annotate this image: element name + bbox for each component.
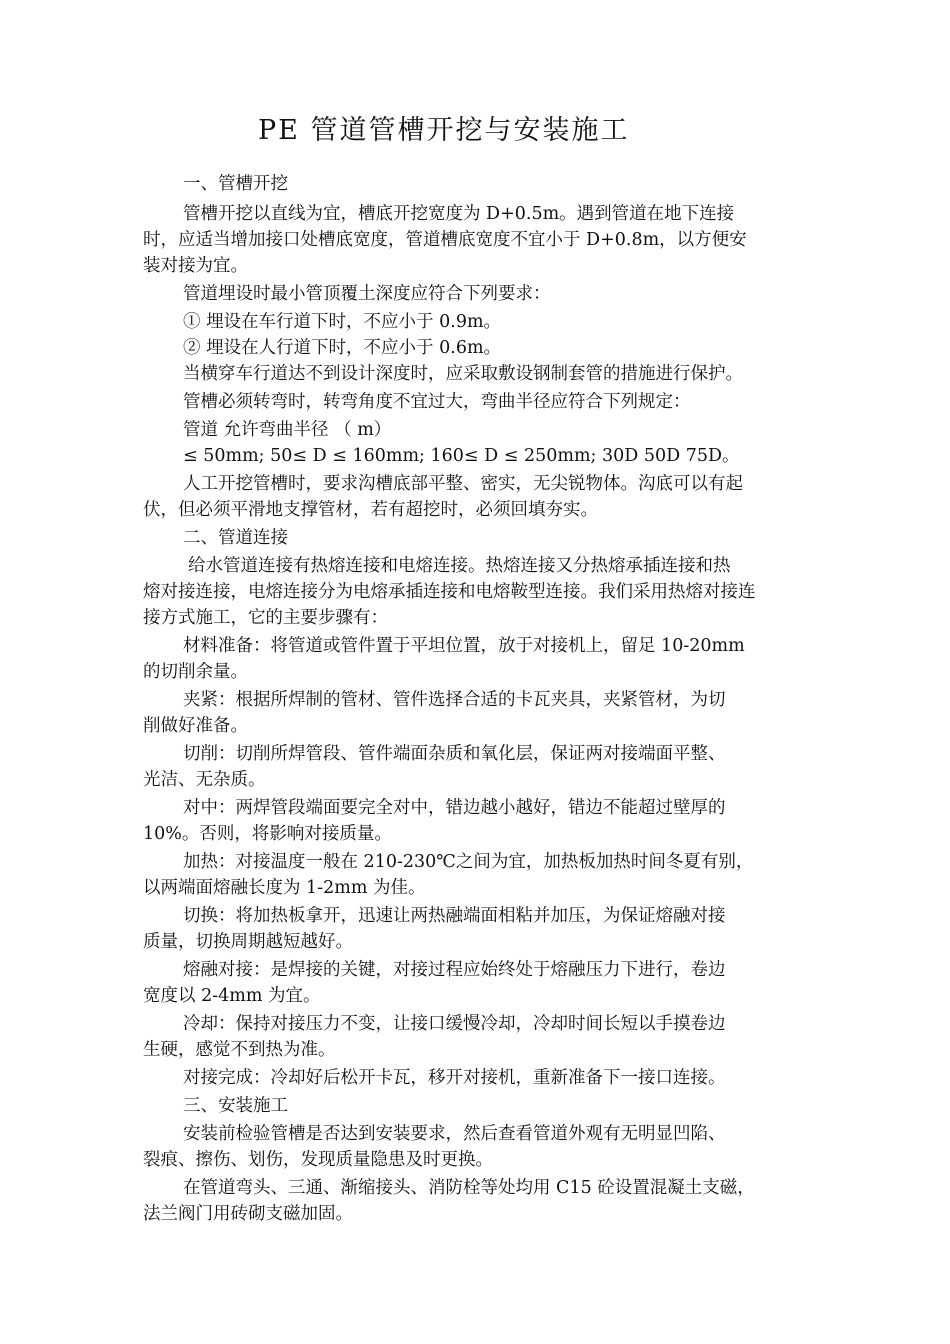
text-line: 管槽必须转弯时，转弯角度不宜过大，弯曲半径应符合下列规定： (183, 392, 691, 412)
text-line: ② 埋设在人行道下时，不应小于 0.6m。 (183, 338, 502, 358)
document-title: PE 管道管槽开挖与安装施工 (258, 115, 630, 146)
text-line: 人工开挖管槽时，要求沟槽底部平整、密实，无尖锐物体。沟底可以有起 (183, 474, 743, 494)
text-line: 削做好准备。 (143, 716, 248, 736)
text-line: 管道 允许弯曲半径 （ m） (183, 420, 392, 440)
text-line: 质量，切换周期越短越好。 (143, 932, 353, 952)
text-line: 管道埋设时最小管顶覆土深度应符合下列要求： (183, 284, 551, 304)
text-line: 接方式施工，它的主要步骤有： (143, 608, 388, 628)
text-line: 伏，但必须平滑地支撑管材，若有超挖时，必须回填夯实。 (143, 500, 598, 520)
text-line: 光洁、无杂质。 (143, 770, 266, 790)
text-line: 当横穿车行道达不到设计深度时，应采取敷设钢制套管的措施进行保护。 (183, 364, 743, 384)
text-line: 以两端面熔融长度为 1-2mm 为佳。 (143, 878, 426, 898)
text-line: 二、管道连接 (183, 528, 288, 548)
text-line: 的切削余量。 (143, 662, 248, 682)
text-line: ① 埋设在车行道下时，不应小于 0.9m。 (183, 312, 502, 332)
text-line: 宽度以 2-4mm 为宜。 (143, 986, 321, 1006)
text-line: 对中：两焊管段端面要完全对中，错边越小越好，错边不能超过壁厚的 (183, 798, 726, 818)
text-line: 10%。否则，将影响对接质量。 (143, 824, 392, 844)
text-line: 熔对接连接，电熔连接分为电熔承插连接和电熔鞍型连接。我们采用热熔对接连 (143, 582, 756, 602)
text-line: ≤ 50mm; 50≤ D ≤ 160mm; 160≤ D ≤ 250mm; 30D 50D 75D。 (183, 446, 740, 466)
text-line: 法兰阀门用砖砌支磁加固。 (143, 1204, 353, 1224)
text-line: 一、管槽开挖 (183, 174, 288, 194)
text-line: 加热：对接温度一般在 210-230℃之间为宜，加热板加热时间冬夏有别， (183, 852, 754, 872)
text-line: 生硬，感觉不到热为准。 (143, 1040, 336, 1060)
text-line: 管槽开挖以直线为宜，槽底开挖宽度为 D+0.5m。遇到管道在地下连接 (183, 204, 735, 224)
text-line: 在管道弯头、三通、渐缩接头、消防栓等处均用 C15 砼设置混凝土支磁， (183, 1178, 755, 1198)
text-line: 夹紧：根据所焊制的管材、管件选择合适的卡瓦夹具，夹紧管材，为切 (183, 690, 726, 710)
text-line: 三、安装施工 (183, 1096, 288, 1116)
text-line: 切削：切削所焊管段、管件端面杂质和氧化层，保证两对接端面平整、 (183, 744, 726, 764)
text-line: 装对接为宜。 (143, 256, 248, 276)
text-line: 材料准备：将管道或管件置于平坦位置，放于对接机上，留足 10-20mm (183, 636, 745, 656)
text-line: 给水管道连接有热熔连接和电熔连接。热熔连接又分热熔承插连接和热 (188, 556, 731, 576)
text-line: 裂痕、擦伤、划伤，发现质量隐患及时更换。 (143, 1150, 493, 1170)
text-line: 冷却：保持对接压力不变，让接口缓慢冷却，冷却时间长短以手摸卷边 (183, 1014, 726, 1034)
text-line: 时，应适当增加接口处槽底宽度，管道槽底宽度不宜小于 D+0.8m，以方便安 (143, 230, 747, 250)
text-line: 安装前检验管槽是否达到安装要求，然后查看管道外观有无明显凹陷、 (183, 1124, 726, 1144)
text-line: 熔融对接：是焊接的关键，对接过程应始终处于熔融压力下进行，卷边 (183, 960, 726, 980)
text-line: 对接完成：冷却好后松开卡瓦，移开对接机，重新准备下一接口连接。 (183, 1068, 726, 1088)
text-line: 切换：将加热板拿开，迅速让两热融端面相粘并加压，为保证熔融对接 (183, 906, 726, 926)
